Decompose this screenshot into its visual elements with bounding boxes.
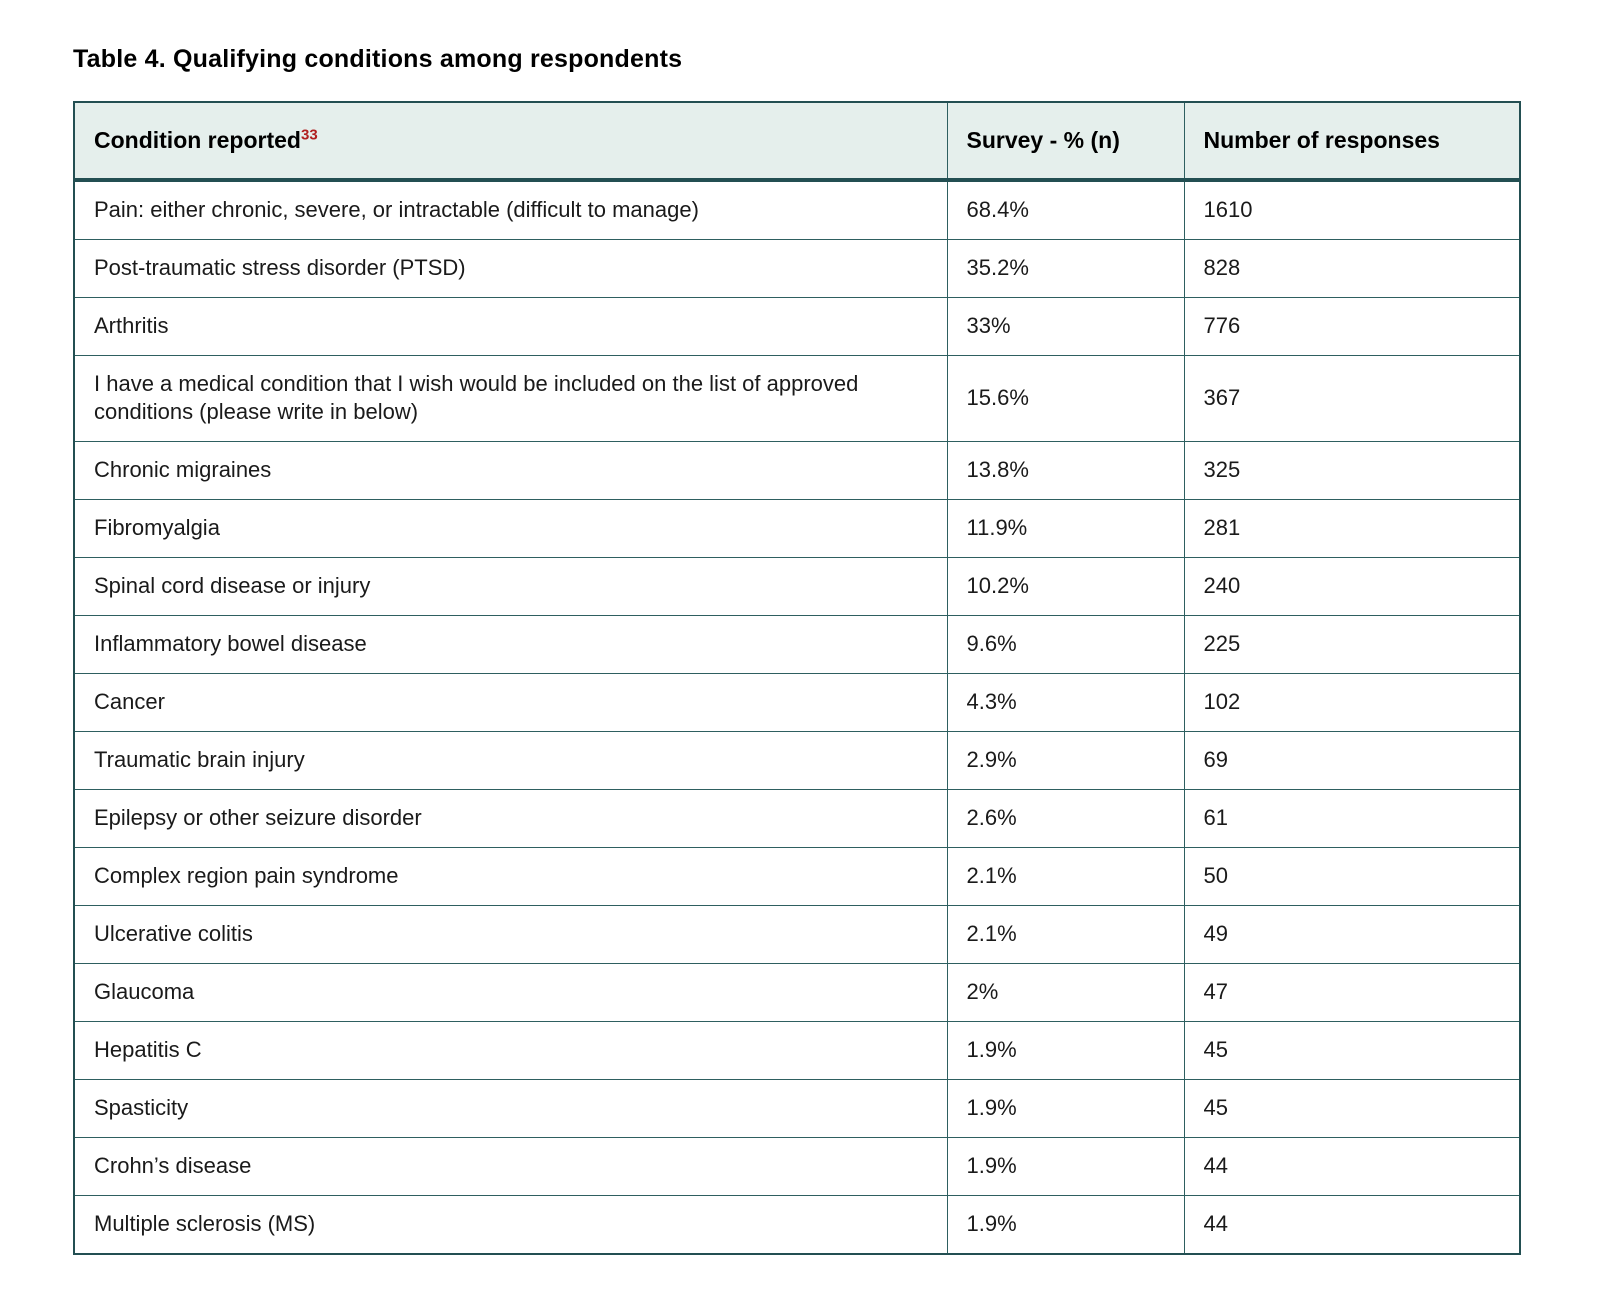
percent-cell: 2.6% [947,790,1184,848]
responses-cell: 776 [1184,298,1520,356]
condition-cell: Spinal cord disease or injury [74,558,947,616]
percent-cell: 13.8% [947,442,1184,500]
responses-cell: 61 [1184,790,1520,848]
condition-cell: Chronic migraines [74,442,947,500]
condition-cell: Hepatitis C [74,1022,947,1080]
percent-cell: 1.9% [947,1196,1184,1255]
responses-cell: 367 [1184,356,1520,442]
percent-cell: 2.1% [947,848,1184,906]
table-row [74,1196,1520,1255]
condition-cell: Ulcerative colitis [74,906,947,964]
percent-cell: 1.9% [947,1080,1184,1138]
percent-cell: 68.4% [947,180,1184,240]
condition-cell: I have a medical condition that I wish would be included on the list of approved conditions (please write in below) [74,356,947,442]
responses-cell: 44 [1184,1138,1520,1196]
percent-cell: 2.1% [947,906,1184,964]
condition-cell: Spasticity [74,1080,947,1138]
percent-cell: 35.2% [947,240,1184,298]
condition-cell: Crohn’s disease [74,1138,947,1196]
responses-cell: 45 [1184,1080,1520,1138]
responses-cell: 69 [1184,732,1520,790]
table-row [74,674,1520,732]
condition-cell: Post-traumatic stress disorder (PTSD) [74,240,947,298]
table-row [74,732,1520,790]
table-body [74,180,1520,1254]
percent-cell: 15.6% [947,356,1184,442]
header-number-of-responses: Number of responses [1184,102,1520,180]
qualifying-conditions-table [73,101,1521,1255]
responses-cell: 50 [1184,848,1520,906]
responses-cell: 45 [1184,1022,1520,1080]
percent-cell: 33% [947,298,1184,356]
responses-cell: 1610 [1184,180,1520,240]
table-row [74,1138,1520,1196]
percent-cell: 1.9% [947,1138,1184,1196]
table-header-row [74,102,1520,180]
header-condition-label: Condition reported [94,127,301,153]
condition-cell: Complex region pain syndrome [74,848,947,906]
table-row [74,240,1520,298]
percent-cell: 2% [947,964,1184,1022]
footnote-reference-33: 33 [300,126,318,144]
table-row [74,356,1520,442]
percent-cell: 10.2% [947,558,1184,616]
table-row [74,616,1520,674]
responses-cell: 47 [1184,964,1520,1022]
table-row [74,298,1520,356]
condition-cell: Pain: either chronic, severe, or intractable (difficult to manage) [74,180,947,240]
condition-cell: Glaucoma [74,964,947,1022]
responses-cell: 225 [1184,616,1520,674]
responses-cell: 281 [1184,500,1520,558]
condition-cell: Cancer [74,674,947,732]
condition-cell: Fibromyalgia [74,500,947,558]
table-row [74,442,1520,500]
table-row [74,906,1520,964]
condition-cell: Inflammatory bowel disease [74,616,947,674]
header-condition-reported [74,102,947,180]
table-row [74,964,1520,1022]
responses-cell: 102 [1184,674,1520,732]
responses-cell: 828 [1184,240,1520,298]
condition-cell: Arthritis [74,298,947,356]
table-row [74,1022,1520,1080]
percent-cell: 4.3% [947,674,1184,732]
table-title: Table 4. Qualifying conditions among respondents [73,45,683,73]
responses-cell: 44 [1184,1196,1520,1255]
table-row [74,558,1520,616]
percent-cell: 2.9% [947,732,1184,790]
table-row [74,848,1520,906]
table-row [74,500,1520,558]
header-survey-percent: Survey - % (n) [947,102,1184,180]
responses-cell: 325 [1184,442,1520,500]
table-row [74,180,1520,240]
percent-cell: 1.9% [947,1022,1184,1080]
condition-cell: Multiple sclerosis (MS) [74,1196,947,1255]
condition-cell: Traumatic brain injury [74,732,947,790]
percent-cell: 11.9% [947,500,1184,558]
percent-cell: 9.6% [947,616,1184,674]
table-row [74,790,1520,848]
responses-cell: 49 [1184,906,1520,964]
table-row [74,1080,1520,1138]
responses-cell: 240 [1184,558,1520,616]
condition-cell: Epilepsy or other seizure disorder [74,790,947,848]
